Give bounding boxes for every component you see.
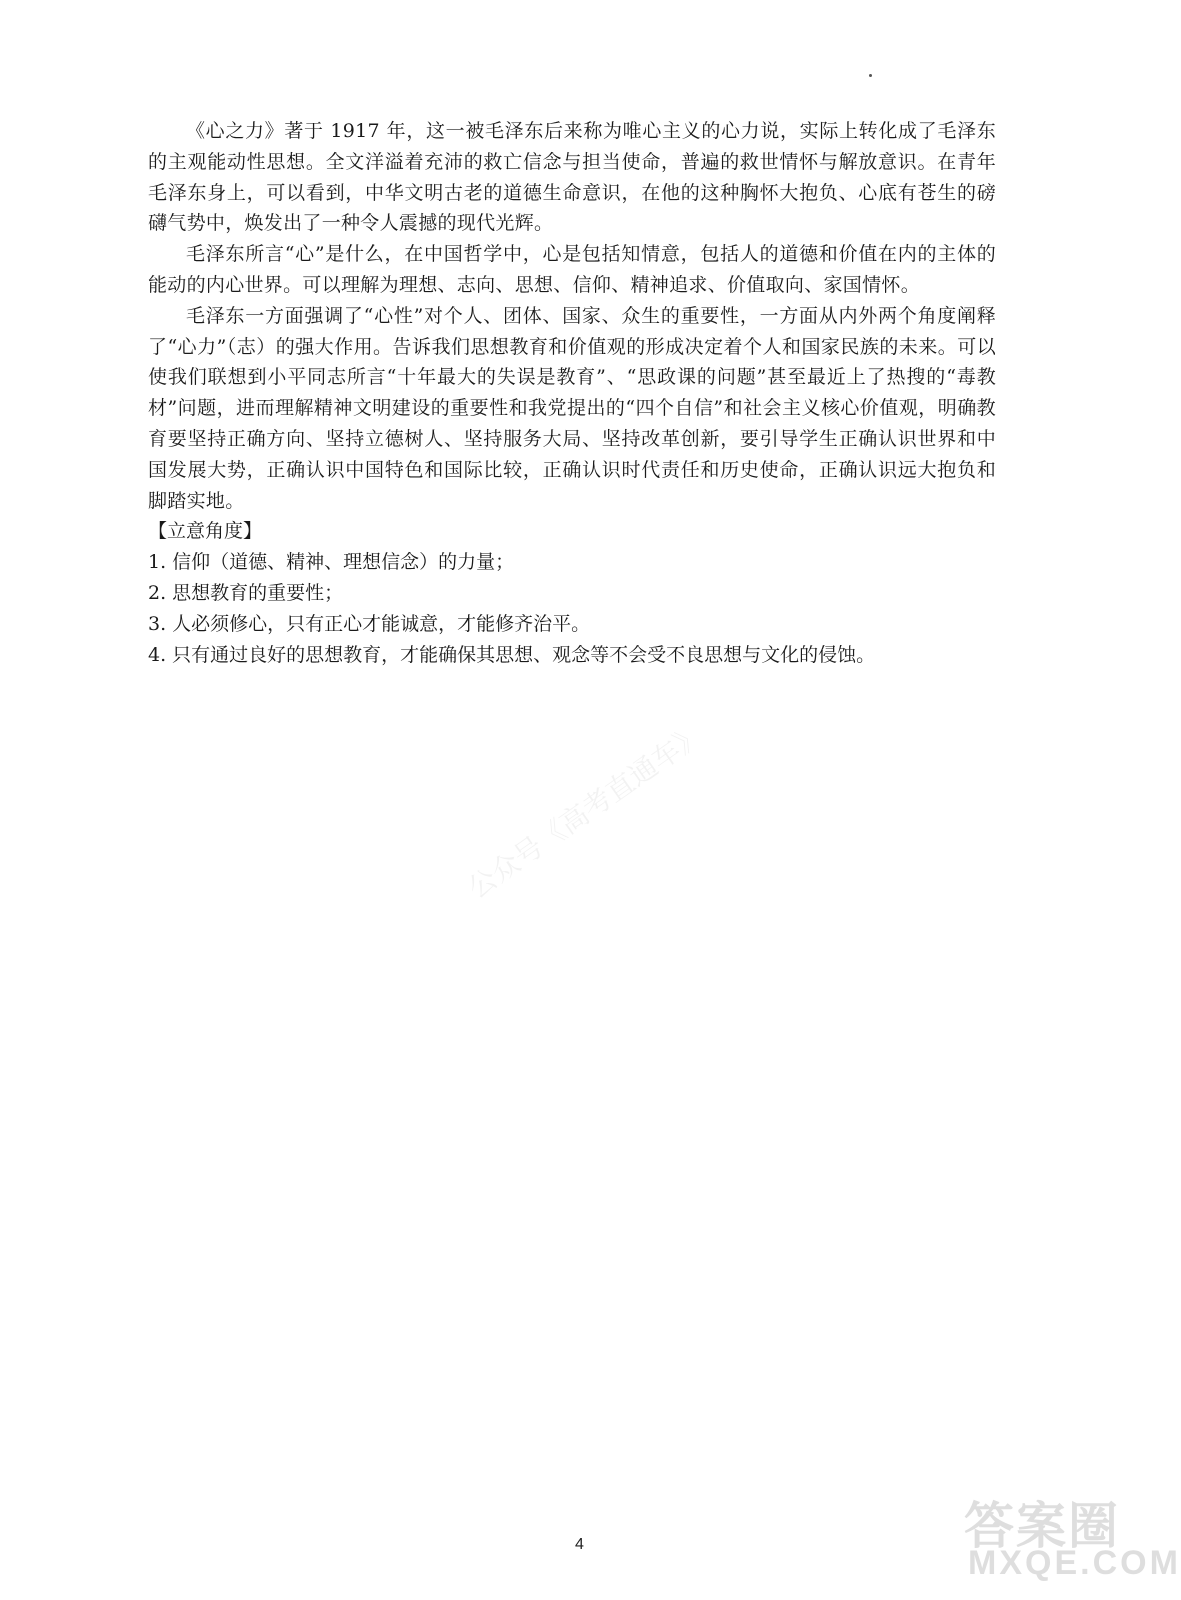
point-item-4: 4. 只有通过良好的思想教育，才能确保其思想、观念等不会受不良思想与文化的侵蚀。	[148, 643, 876, 666]
logo-text-en: MXQE.COM	[968, 1544, 1181, 1582]
paragraph-1: 《心之力》著于 1917 年，这一被毛泽东后来称为唯心主义的心力说，实际上转化成了毛泽东的主观能动性思想。全文洋溢着充沛的救亡信念与担当使命，普遍的救世情怀与解放意识。在青年毛泽东身上，可以看到，中华文明古老的道德生命意识，在他的这种胸怀大抱负、心底有苍生的磅礴气势中，焕发出了一种令人震撼的现代光辉。	[148, 120, 996, 235]
scan-dot	[869, 74, 872, 77]
document-body	[148, 116, 996, 670]
point-item-2: 2. 思想教育的重要性；	[148, 581, 344, 604]
logo-text-cn: 答案圈	[964, 1497, 1120, 1555]
section-heading: 【立意角度】	[148, 520, 263, 543]
point-item-1: 1. 信仰（道德、精神、理想信念）的力量；	[148, 551, 515, 574]
site-logo	[950, 1486, 1181, 1596]
paragraph-2: 毛泽东所言“心”是什么，在中国哲学中，心是包括知情意，包括人的道德和价值在内的主体的能动的内心世界。可以理解为理想、志向、思想、信仰、精神追求、价值取向、家国情怀。	[148, 243, 996, 296]
point-item-3: 3. 人必须修心，只有正心才能诚意，才能修齐治平。	[148, 612, 591, 635]
watermark-text: 公众号《高考直通车》	[461, 717, 711, 906]
paragraph-3: 毛泽东一方面强调了“心性”对个人、团体、国家、众生的重要性，一方面从内外两个角度阐释了“心力”（志）的强大作用。告诉我们思想教育和价值观的形成决定着个人和国家民族的未来。可以使我们联想到小平同志所言“十年最大的失误是教育”、“思政课的问题”甚至最近上了热搜的“毒教材”问题，进而理解精神文明建设的重要性和我党提出的“四个自信”和社会主义核心价值观，明确教育要坚持正确方向、坚持立德树人、坚持服务大局、坚持改革创新，要引导学生正确认识世界和中国发展大势，正确认识中国特色和国际比较，正确认识时代责任和历史使命，正确认识远大抱负和脚踏实地。	[148, 304, 996, 512]
page-number: 4	[575, 1536, 584, 1553]
